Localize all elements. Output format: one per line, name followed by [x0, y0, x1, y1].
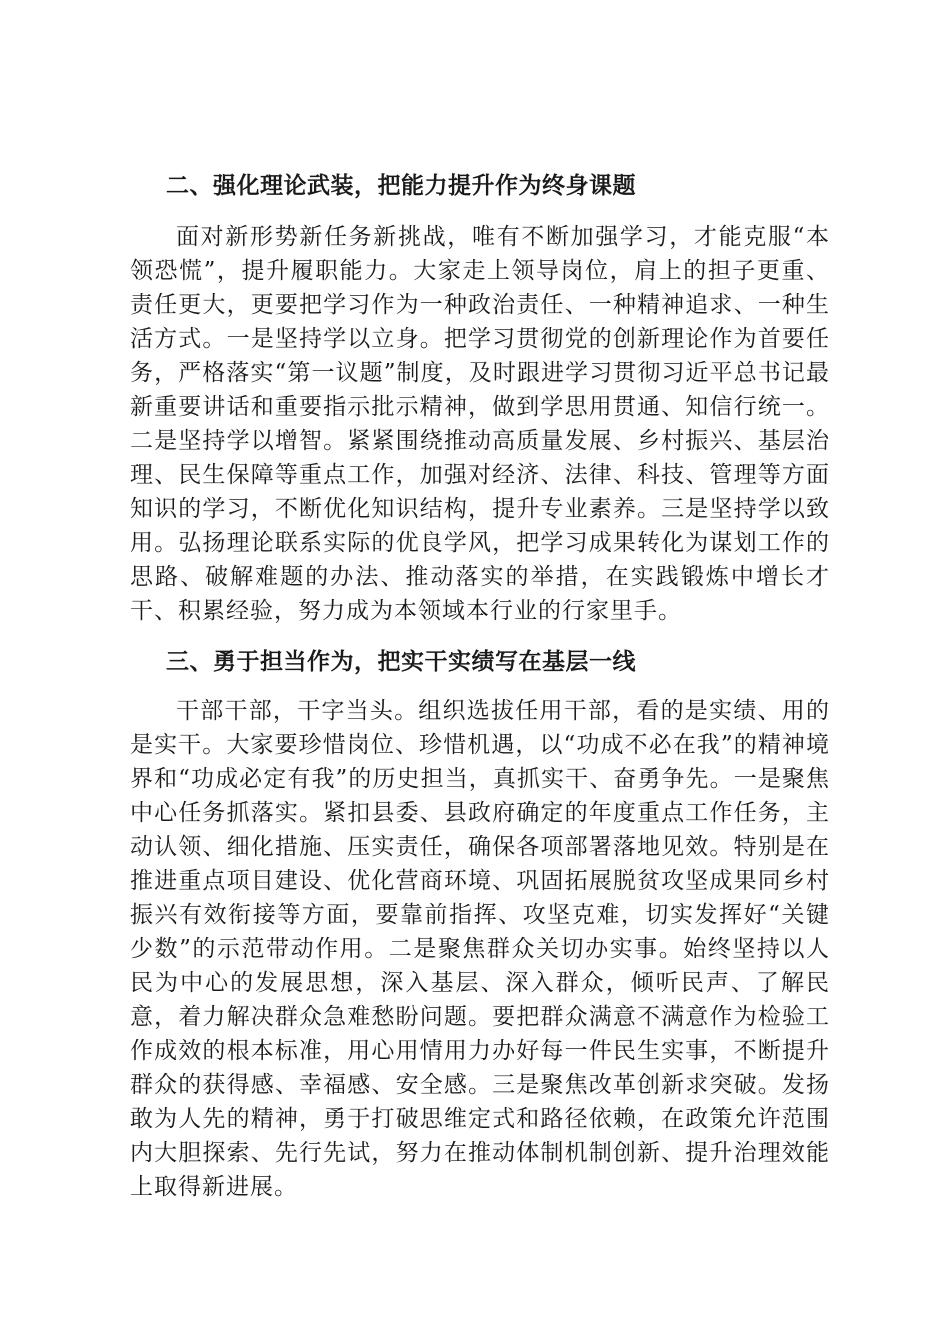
- document-body: [130, 164, 830, 1204]
- section-paragraph-3: 干部干部，干字当头。组织选拔任用干部，看的是实绩、用的是实干。大家要珍惜岗位、珍惜机遇，以“功成不必在我”的精神境界和“功成必定有我”的历史担当，真抓实干、奋勇争先。一是聚焦中心任务抓落实。紧扣县委、县政府确定的年度重点工作任务，主动认领、细化措施、压实责任，确保各项部署落地见效。特别是在推进重点项目建设、优化营商环境、巩固拓展脱贫攻坚成果同乡村振兴有效衔接等方面，要靠前指挥、攻坚克难，切实发挥好“关键少数”的示范带动作用。二是聚焦群众关切办实事。始终坚持以人民为中心的发展思想，深入基层、深入群众，倾听民声、了解民意，着力解决群众急难愁盼问题。要把群众满意不满意作为检验工作成效的根本标准，用心用情用力办好每一件民生实事，不断提升群众的获得感、幸福感、安全感。三是聚焦改革创新求突破。发扬敢为人先的精神，勇于打破思维定式和路径依赖，在政策允许范围内大胆探索、先行先试，努力在推动体制机制创新、提升治理效能上取得新进展。: [130, 698, 830, 1200]
- section-heading-3: 三、勇于担当作为，把实干实绩写在基层一线: [166, 649, 636, 675]
- spacer: [130, 208, 830, 220]
- spacer: [130, 684, 830, 694]
- section-paragraph-2: 面对新形势新任务新挑战，唯有不断加强学习，才能克服“本领恐慌”，提升履职能力。大家走上领导岗位，肩上的担子更重、责任更大，更要把学习作为一种政治责任、一种精神追求、一种生活方式。一是坚持学以立身。把学习贯彻党的创新理论作为首要任务，严格落实“第一议题”制度，及时跟进学习贯彻习近平总书记最新重要讲话和重要指示批示精神，做到学思用贯通、知信行统一。二是坚持学以增智。紧紧围绕推动高质量发展、乡村振兴、基层治理、民生保障等重点工作，加强对经济、法律、科技、管理等方面知识的学习，不断优化知识结构，提升专业素养。三是坚持学以致用。弘扬理论联系实际的优良学风，把学习成果转化为谋划工作的思路、破解难题的办法、推动落实的举措，在实践锻炼中增长才干、积累经验，努力成为本领域本行业的行家里手。: [130, 224, 830, 624]
- section-heading-2: 二、强化理论武装，把能力提升作为终身课题: [166, 173, 636, 199]
- spacer: [130, 628, 830, 640]
